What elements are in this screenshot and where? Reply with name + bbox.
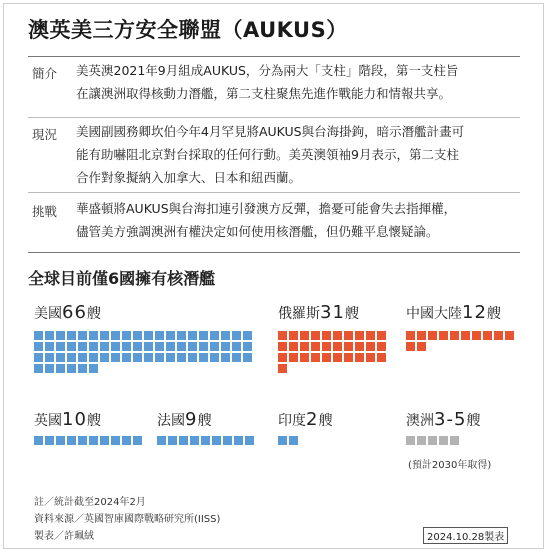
submarine-square [122, 331, 131, 340]
submarine-square [45, 353, 54, 362]
country-label-uk: 英國10艘 [34, 409, 101, 430]
submarine-square [366, 353, 375, 362]
submarine-square [89, 342, 98, 351]
submarine-square [133, 436, 142, 445]
submarine-square [289, 342, 298, 351]
submarine-square [177, 342, 186, 351]
submarine-square [111, 436, 120, 445]
submarine-square [111, 353, 120, 362]
submarine-square [199, 353, 208, 362]
submarine-square [111, 342, 120, 351]
submarine-square [111, 331, 120, 340]
submarine-square [223, 436, 232, 445]
submarine-square [188, 331, 197, 340]
submarine-square [278, 364, 287, 373]
submarine-square [300, 342, 309, 351]
section-text-line: 合作對象擬納入加拿大、日本和紐西蘭。 [76, 170, 302, 185]
submarine-square [89, 436, 98, 445]
submarine-square [300, 331, 309, 340]
submarine-square [472, 331, 481, 340]
submarine-square [199, 331, 208, 340]
submarine-square [177, 353, 186, 362]
submarine-square [311, 353, 320, 362]
submarine-square [243, 342, 252, 351]
submarine-square [439, 436, 448, 445]
footer-maker: 製表／許珮絨 [34, 531, 94, 542]
submarine-square [333, 353, 342, 362]
submarine-square [67, 331, 76, 340]
submarine-square [78, 353, 87, 362]
submarine-square [245, 436, 254, 445]
section-text-line: 美英澳2021年9月組成AUKUS，分為兩大「支柱」階段，第一支柱旨 [76, 63, 459, 78]
submarine-square [406, 331, 415, 340]
submarine-square [355, 342, 364, 351]
submarine-square [322, 342, 331, 351]
submarine-square [144, 342, 153, 351]
submarine-square [417, 436, 426, 445]
page-title: 澳英美三方安全聯盟（AUKUS） [28, 18, 348, 42]
section-text-line: 華盛頓將AUKUS與台海扣連引發澳方反彈，擔憂可能會失去指揮權， [76, 201, 457, 216]
country-label-usa: 美國66艘 [34, 302, 101, 323]
submarine-square [155, 353, 164, 362]
submarine-square [155, 331, 164, 340]
submarine-square [428, 331, 437, 340]
submarine-square [166, 342, 175, 351]
submarine-square [210, 342, 219, 351]
submarine-square [122, 353, 131, 362]
chart-subtitle: 全球目前僅6國擁有核潛艦 [28, 269, 216, 288]
submarine-square [45, 331, 54, 340]
submarine-square [133, 342, 142, 351]
submarine-square [100, 331, 109, 340]
submarine-square [34, 342, 43, 351]
submarine-square [34, 331, 43, 340]
submarine-square [190, 436, 199, 445]
submarine-square [199, 342, 208, 351]
submarine-square [221, 331, 230, 340]
submarine-square [377, 331, 386, 340]
section-text-line: 在讓澳洲取得核動力潛艦，第二支柱聚焦先進作戰能力和情報共享。 [76, 86, 452, 101]
submarine-square [377, 342, 386, 351]
submarine-square [133, 353, 142, 362]
submarine-square [428, 436, 437, 445]
submarine-grid-uk [34, 436, 142, 445]
submarine-square [234, 436, 243, 445]
submarine-square [366, 331, 375, 340]
footer-source: 資料來源／英國智庫國際戰略研究所(IISS) [34, 514, 221, 525]
divider [28, 56, 520, 57]
submarine-square [450, 436, 459, 445]
submarine-grid-france [157, 436, 265, 445]
submarine-square [417, 331, 426, 340]
submarine-square [34, 353, 43, 362]
submarine-square [45, 364, 54, 373]
submarine-square [67, 342, 76, 351]
australia-note: (預計2030年取得) [408, 460, 492, 471]
submarine-square [300, 353, 309, 362]
submarine-square [45, 342, 54, 351]
submarine-square [417, 342, 426, 351]
submarine-square [155, 342, 164, 351]
submarine-square [56, 364, 65, 373]
submarine-square [406, 342, 415, 351]
submarine-square [278, 342, 287, 351]
submarine-square [221, 342, 230, 351]
country-label-australia: 澳洲3-5艘 [406, 409, 481, 430]
submarine-square [144, 353, 153, 362]
submarine-square [461, 331, 470, 340]
section-label: 挑戰 [32, 204, 58, 219]
submarine-square [289, 353, 298, 362]
submarine-square [278, 436, 287, 445]
submarine-square [56, 342, 65, 351]
submarine-square [311, 331, 320, 340]
submarine-square [201, 436, 210, 445]
submarine-square [188, 342, 197, 351]
submarine-square [333, 342, 342, 351]
submarine-square [212, 436, 221, 445]
submarine-square [78, 331, 87, 340]
submarine-square [67, 364, 76, 373]
submarine-square [100, 436, 109, 445]
submarine-square [56, 331, 65, 340]
submarine-square [188, 353, 197, 362]
submarine-square [505, 331, 514, 340]
submarine-square [168, 436, 177, 445]
submarine-square [100, 342, 109, 351]
submarine-square [278, 331, 287, 340]
submarine-square [243, 353, 252, 362]
submarine-square [278, 353, 287, 362]
footer-note: 註／統計截至2024年2月 [34, 497, 146, 508]
submarine-square [89, 353, 98, 362]
submarine-square [355, 353, 364, 362]
submarine-square [100, 353, 109, 362]
submarine-square [166, 353, 175, 362]
submarine-square [355, 331, 364, 340]
submarine-square [483, 331, 492, 340]
submarine-square [133, 331, 142, 340]
submarine-square [322, 331, 331, 340]
submarine-square [78, 364, 87, 373]
submarine-square [67, 436, 76, 445]
submarine-square [210, 331, 219, 340]
submarine-square [377, 353, 386, 362]
submarine-square [78, 342, 87, 351]
submarine-square [232, 331, 241, 340]
submarine-square [289, 436, 298, 445]
submarine-square [144, 331, 153, 340]
submarine-square [406, 436, 415, 445]
submarine-square [344, 353, 353, 362]
country-label-china: 中國大陸12艘 [406, 302, 501, 323]
submarine-square [344, 331, 353, 340]
submarine-square [439, 331, 448, 340]
submarine-square [322, 353, 331, 362]
submarine-square [67, 353, 76, 362]
submarine-square [56, 436, 65, 445]
submarine-square [450, 331, 459, 340]
section-text-line: 能有助嚇阻北京對台採取的任何行動。美英澳領袖9月表示，第二支柱 [76, 147, 459, 162]
submarine-square [494, 331, 503, 340]
submarine-square [344, 342, 353, 351]
submarine-square [177, 331, 186, 340]
submarine-square [56, 353, 65, 362]
submarine-grid-australia [406, 436, 514, 445]
submarine-square [45, 436, 54, 445]
divider [28, 252, 520, 253]
country-label-india: 印度2艘 [278, 409, 333, 430]
submarine-square [34, 436, 43, 445]
section-text-line: 儘管美方強調澳洲有權決定如何使用核潛艦，但仍難平息懷疑論。 [76, 224, 439, 239]
submarine-square [232, 353, 241, 362]
section-label: 簡介 [32, 66, 58, 81]
submarine-square [78, 436, 87, 445]
country-label-russia: 俄羅斯31艘 [278, 302, 359, 323]
submarine-square [166, 331, 175, 340]
submarine-square [311, 342, 320, 351]
divider [28, 192, 520, 193]
submarine-square [333, 331, 342, 340]
date-stamp: 2024.10.28製表 [423, 527, 508, 544]
submarine-grid-russia [278, 331, 386, 373]
submarine-square [34, 364, 43, 373]
submarine-grid-china [406, 331, 514, 351]
divider [28, 117, 520, 118]
section-text-line: 美國副國務卿坎伯今年4月罕見將AUKUS與台海掛鉤，暗示潛艦計畫可 [76, 124, 465, 139]
submarine-square [122, 342, 131, 351]
submarine-square [157, 436, 166, 445]
submarine-square [122, 436, 131, 445]
country-label-france: 法國9艘 [157, 409, 212, 430]
section-label: 現況 [32, 127, 58, 142]
submarine-square [366, 342, 375, 351]
submarine-square [232, 342, 241, 351]
submarine-square [89, 364, 98, 373]
submarine-square [210, 353, 219, 362]
submarine-square [289, 331, 298, 340]
submarine-square [179, 436, 188, 445]
submarine-square [89, 331, 98, 340]
submarine-square [243, 331, 252, 340]
submarine-square [221, 353, 230, 362]
submarine-grid-india [278, 436, 386, 445]
submarine-grid-usa [34, 331, 252, 373]
